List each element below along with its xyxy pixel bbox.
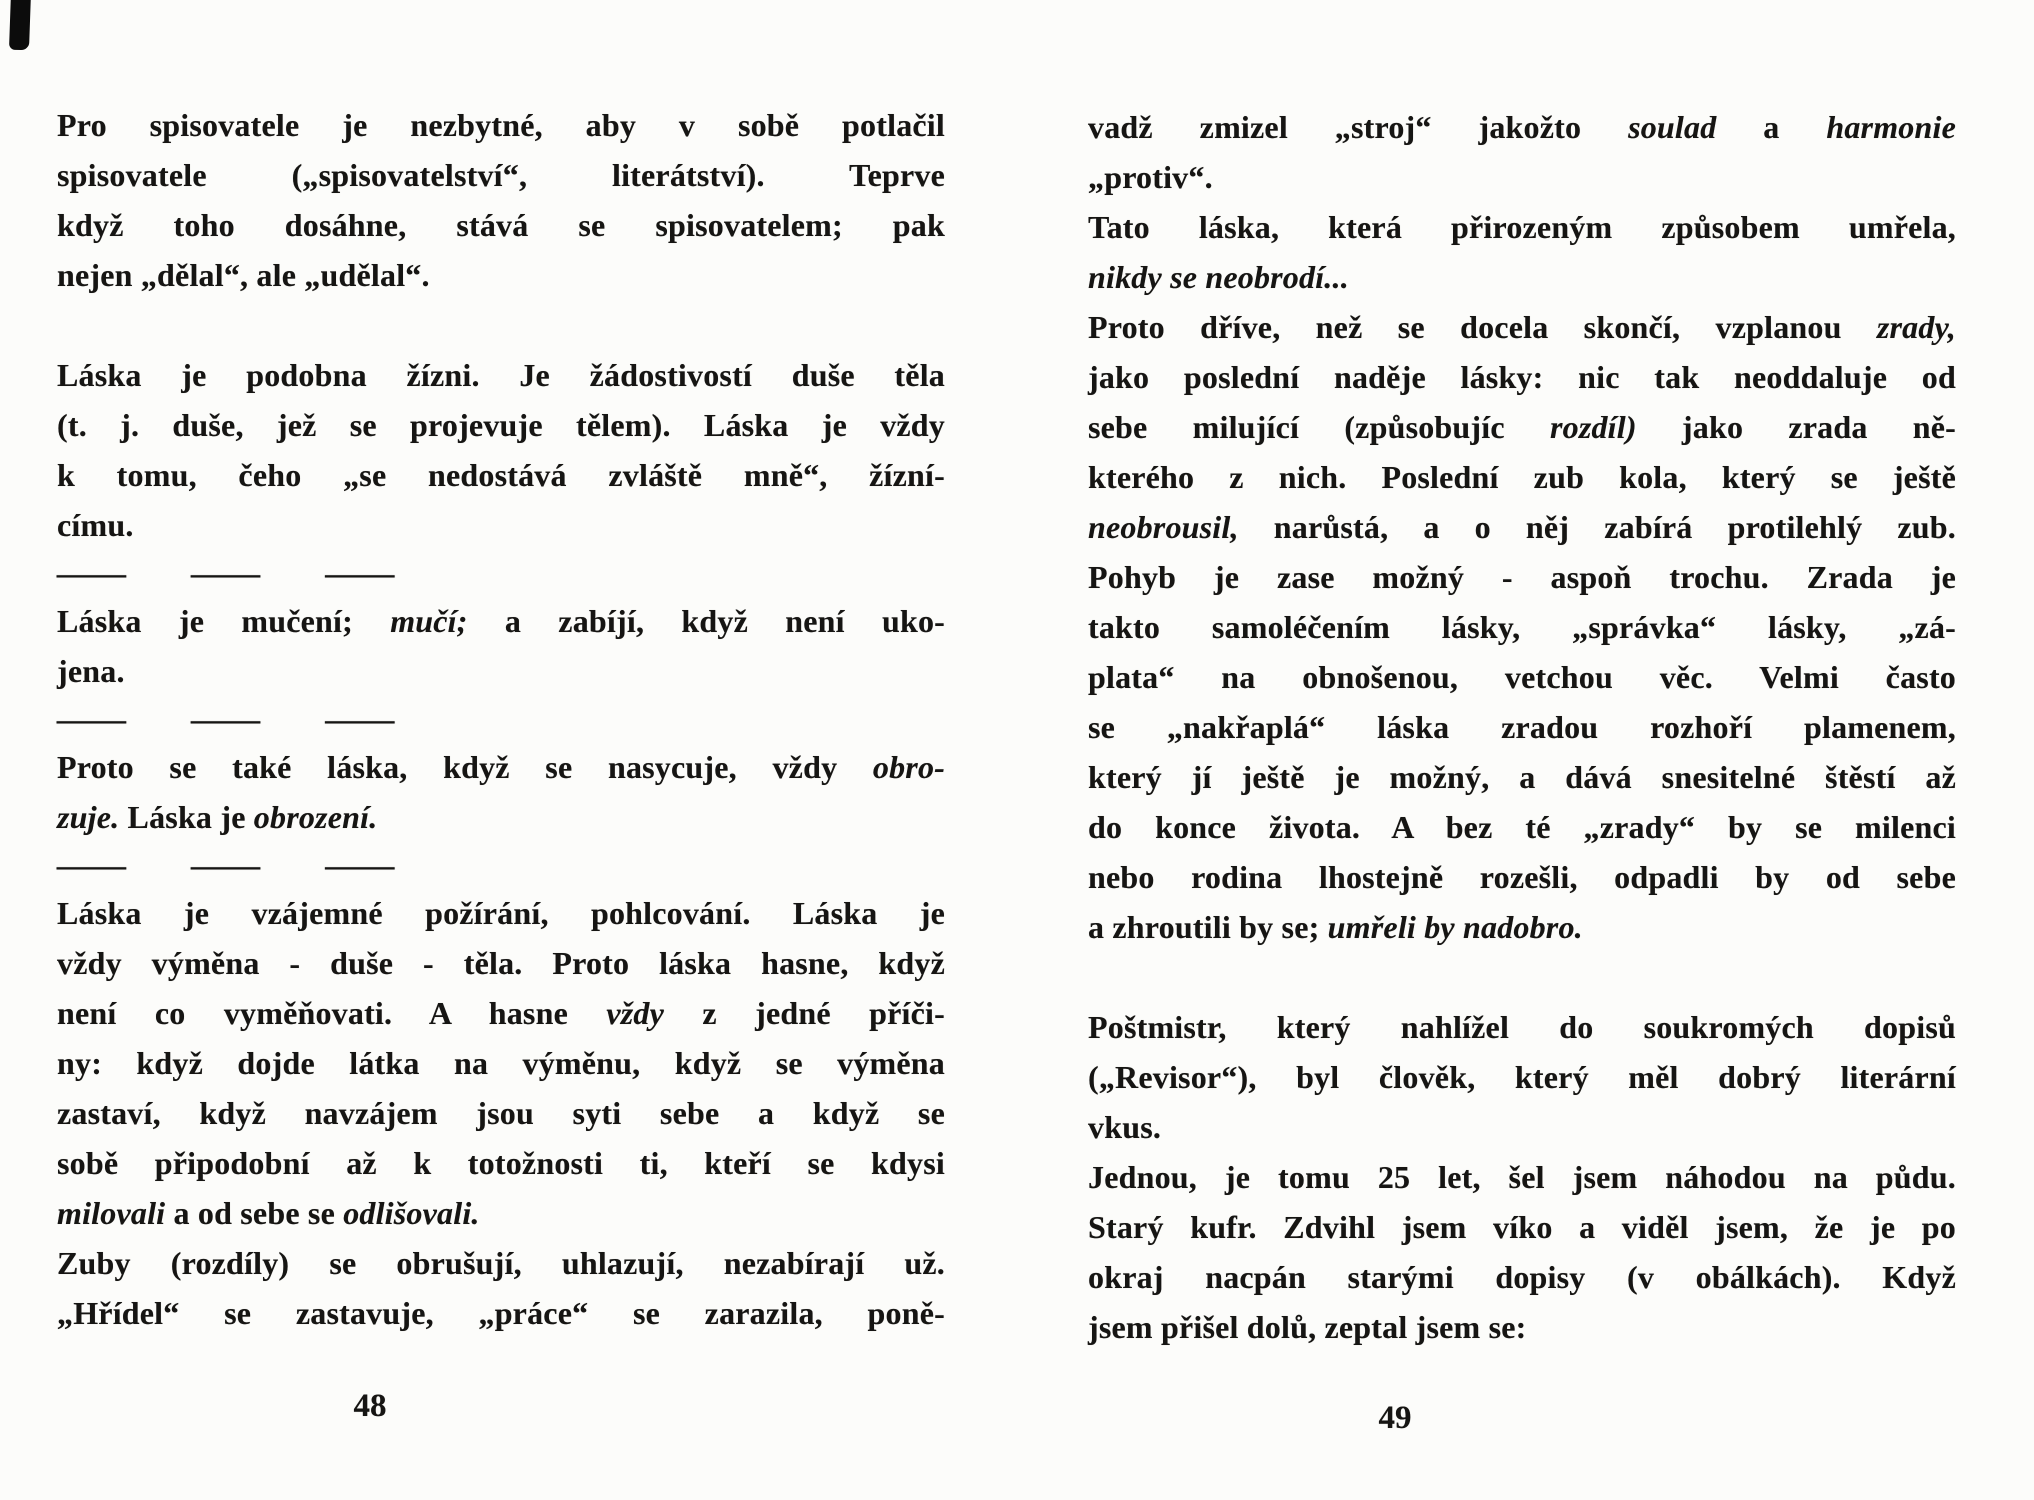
paragraph [1088, 102, 1956, 202]
divider-dashes: — — — [57, 555, 395, 591]
text-line [1088, 602, 1956, 652]
text-line [1088, 1252, 1956, 1302]
text-line [57, 792, 945, 842]
text: zastaví, když navzájem jsou syti sebe a když se [57, 1095, 945, 1131]
text-line [57, 150, 945, 200]
italic-text: obro- [872, 749, 945, 785]
text: nejen „dělal“, ale „udělal“. [57, 257, 430, 293]
text: Jednou, je tomu 25 let, šel jsem náhodou na půdu. [1088, 1159, 1956, 1195]
text: sobě připodobní až k totožnosti ti, kteří se kdysi [57, 1145, 945, 1181]
text: a zhroutili by se; [1088, 909, 1328, 945]
text: Láska je vzájemné požírání, pohlcování. Láska je [57, 895, 945, 931]
text-line [57, 500, 945, 550]
paragraph [1088, 302, 1956, 952]
paragraph [1088, 202, 1956, 302]
text-line [1088, 352, 1956, 402]
page-right [1088, 102, 1956, 1352]
text-line [57, 596, 945, 646]
page-left [57, 100, 945, 1338]
text: k tomu, čeho „se nedostává zvláště mně“, žízní- [57, 457, 945, 493]
text: spisovatele („spisovatelství“, literátství). Teprve [57, 157, 945, 193]
text-line [1088, 102, 1956, 152]
text-line [57, 988, 945, 1038]
text-line [1088, 202, 1956, 252]
text: „protiv“. [1088, 159, 1213, 195]
text: Láska je [119, 799, 254, 835]
italic-text: rozdíl) [1549, 409, 1637, 445]
section-divider [57, 550, 945, 596]
text: Láska je mučení; [57, 603, 391, 639]
text-line [1088, 1002, 1956, 1052]
text-line [1088, 702, 1956, 752]
text: címu. [57, 507, 134, 543]
text: (t. j. duše, jež se projevuje tělem). Láska je vždy [57, 407, 945, 443]
text: Láska je podobna žízni. Je žádostivostí duše těla [57, 357, 945, 393]
italic-text: obrození. [253, 799, 378, 835]
text-line [1088, 1052, 1956, 1102]
italic-text: zuje. [57, 799, 120, 835]
italic-text: harmonie [1826, 109, 1956, 145]
text-line [57, 450, 945, 500]
page-number-left: 48 [353, 1388, 387, 1424]
page-text [57, 100, 945, 1338]
text: není co vyměňovati. A hasne [57, 995, 607, 1031]
text: Tato láska, která přirozeným způsobem umřela, [1088, 209, 1956, 245]
text-line [1088, 1102, 1956, 1152]
text-line [57, 1288, 945, 1338]
text-line [1088, 402, 1956, 452]
text: nebo rodina lhostejně rozešli, odpadli by od sebe [1088, 859, 1956, 895]
text-line [1088, 252, 1956, 302]
text-line [57, 1138, 945, 1188]
divider-dashes: — — — [57, 847, 395, 883]
section-divider [57, 696, 945, 742]
text: když toho dosáhne, stává se spisovatelem; pak [57, 207, 945, 243]
text: Starý kufr. Zdvihl jsem víko a viděl jsem, že je po [1088, 1209, 1956, 1245]
text-line [57, 350, 945, 400]
italic-text: zrady, [1876, 309, 1956, 345]
text-line [1088, 302, 1956, 352]
text: Pro spisovatele je nezbytné, aby v sobě potlačil [57, 107, 945, 143]
text: Proto dříve, než se docela skončí, vzplanou [1088, 309, 1877, 345]
italic-text: odlišovali. [343, 1195, 480, 1231]
italic-text: milovali [57, 1195, 166, 1231]
text-line [1088, 552, 1956, 602]
paragraph-gap [1088, 952, 1956, 1002]
text: ny: když dojde látka na výměnu, když se výměna [57, 1045, 945, 1081]
text-line [1088, 802, 1956, 852]
page-number-right: 49 [1378, 1400, 1412, 1436]
text: a zabíjí, když není uko- [467, 603, 946, 639]
text: a od sebe se [165, 1195, 344, 1231]
text-line [1088, 1152, 1956, 1202]
text: jako zrada ně- [1636, 409, 1957, 445]
text: Proto se také láska, když se nasycuje, vždy [57, 749, 873, 785]
text-line [57, 1088, 945, 1138]
scan-artifact [9, 0, 31, 50]
paragraph [57, 596, 945, 696]
text-line [1088, 1202, 1956, 1252]
paragraph [1088, 1152, 1956, 1352]
text: vždy výměna - duše - těla. Proto láska hasne, když [57, 945, 945, 981]
page-text [1088, 102, 1956, 1352]
paragraph [57, 1238, 945, 1338]
text: kterého z nich. Poslední zub kola, který se ještě [1088, 459, 1956, 495]
text: vadž zmizel „stroj“ jakožto [1088, 109, 1629, 145]
section-divider [57, 842, 945, 888]
text: okraj nacpán starými dopisy (v obálkách). Když [1088, 1259, 1956, 1295]
text: se „nakřaplá“ láska zradou rozhoří plamenem, [1088, 709, 1956, 745]
text-line [57, 250, 945, 300]
italic-text: umřeli by nadobro. [1327, 909, 1583, 945]
text: („Revisor“), byl člověk, který měl dobrý literární [1088, 1059, 1956, 1095]
italic-text: soulad [1628, 109, 1717, 145]
text: takto samoléčením lásky, „správka“ lásky, „zá- [1088, 609, 1956, 645]
text: a [1716, 109, 1827, 145]
italic-text: neobrousil, [1088, 509, 1239, 545]
text-line [57, 1038, 945, 1088]
text-line [57, 100, 945, 150]
text: vkus. [1088, 1109, 1162, 1145]
text: který jí ještě je možný, a dává snesitelné štěstí až [1088, 759, 1956, 795]
text-line [57, 1188, 945, 1238]
text-line [1088, 502, 1956, 552]
text-line [57, 646, 945, 696]
text-line [1088, 652, 1956, 702]
text: plata“ na obnošenou, vetchou věc. Velmi často [1088, 659, 1956, 695]
text-line [57, 400, 945, 450]
text: „Hřídel“ se zastavuje, „práce“ se zarazila, poně- [57, 1295, 945, 1331]
paragraph-gap [57, 300, 945, 350]
text-line [57, 1238, 945, 1288]
text: narůstá, a o něj zabírá protilehlý zub. [1238, 509, 1956, 545]
text-line [1088, 852, 1956, 902]
text: jena. [57, 653, 125, 689]
divider-dashes: — — — [57, 701, 395, 737]
text-line [1088, 752, 1956, 802]
paragraph [57, 888, 945, 1238]
italic-text: mučí; [390, 603, 468, 639]
text: Zuby (rozdíly) se obrušují, uhlazují, nezabírají už. [57, 1245, 945, 1281]
text: Poštmistr, který nahlížel do soukromých dopisů [1088, 1009, 1956, 1045]
text-line [1088, 452, 1956, 502]
text: jsem přišel dolů, zeptal jsem se: [1088, 1309, 1527, 1345]
text: sebe milující (způsobujíc [1088, 409, 1550, 445]
italic-text: nikdy se neobrodí... [1088, 259, 1349, 295]
paragraph [57, 100, 945, 300]
paragraph [57, 742, 945, 842]
text-line [57, 938, 945, 988]
paragraph [1088, 1002, 1956, 1152]
text-line [1088, 902, 1956, 952]
text-line [1088, 1302, 1956, 1352]
paragraph [57, 350, 945, 550]
text-line [57, 742, 945, 792]
italic-text: vždy [606, 995, 665, 1031]
text-line [57, 888, 945, 938]
text: jako poslední naděje lásky: nic tak neoddaluje od [1088, 359, 1956, 395]
text-line [1088, 152, 1956, 202]
text: do konce života. A bez té „zrady“ by se milenci [1088, 809, 1956, 845]
text: Pohyb je zase možný - aspoň trochu. Zrada je [1088, 559, 1956, 595]
text: z jedné příči- [664, 995, 946, 1031]
text-line [57, 200, 945, 250]
